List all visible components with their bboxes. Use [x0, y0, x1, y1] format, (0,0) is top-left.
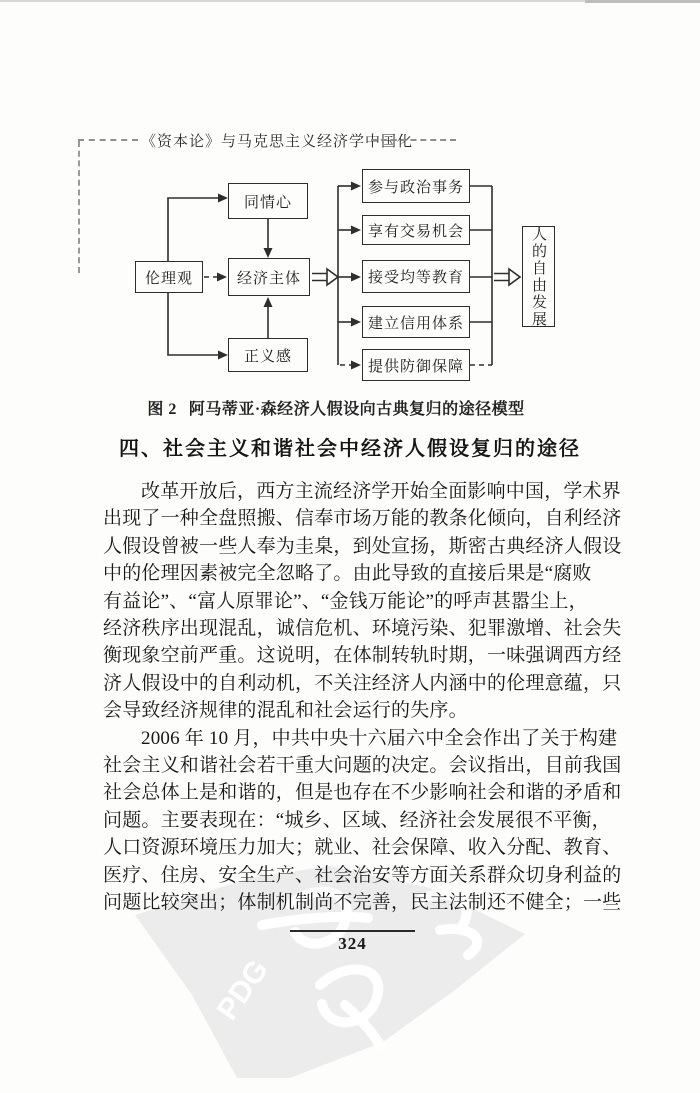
text-line: 问题。主要表现在：“城乡、区域、经济社会发展很不平衡，	[103, 809, 611, 831]
text-line: 医疗、住房、安全生产、社会治安等方面关系群众切身利益的	[103, 864, 622, 886]
body-text	[103, 478, 622, 917]
section-heading: 四、社会主义和谐社会中经济人假设复归的途径	[119, 438, 581, 460]
diagram-node-justice: 正义感	[228, 338, 308, 372]
diagram-node-ethics: 伦理观	[135, 261, 203, 293]
text-line: 人口资源环境压力加大；就业、社会保障、收入分配、教育、	[103, 837, 622, 859]
text-line: 有益论”、“富人原罪论”、“金钱万能论”的呼声甚嚣尘上，	[103, 590, 588, 612]
text-line: 人假设曾被一些人奉为圭臬，到处宣扬，斯密古典经济人假设	[103, 535, 622, 557]
text-line: 问题比较突出；体制机制尚不完善，民主法制还不健全；一些	[103, 892, 622, 914]
figure-title: 阿马蒂亚·森经济人假设向古典复归的途径模型	[188, 401, 525, 418]
page-number-rule	[290, 930, 415, 932]
page-number: 324	[338, 934, 367, 953]
diagram-node-credit-system: 建立信用体系	[362, 306, 470, 338]
text-line: 社会主义和谐社会若干重大问题的决定。会议指出，目前我国	[103, 755, 622, 777]
watermark-pdg-text: PDG	[210, 953, 276, 1027]
diagram-node-political-affairs: 参与政治事务	[362, 169, 470, 203]
text-line: 经济秩序出现混乱，诚信危机、环境污染、犯罪激增、社会失	[103, 618, 622, 640]
text-line: 社会总体上是和谐的，但是也存在不少影响社会和谐的矛盾和	[103, 782, 622, 804]
diagram-node-sympathy: 同情心	[228, 183, 308, 219]
text-line: 济人假设中的自利动机，不关注经济人内涵中的伦理意蕴，只	[103, 672, 622, 694]
text-line: 2006 年 10 月，中共中央十六届六中全会作出了关于构建	[141, 727, 618, 749]
text-line: 出现了一种全盘照搬、信奉市场万能的教条化倾向，自利经济	[103, 508, 622, 530]
running-head-title: 《资本论》与马克思主义经济学中国化	[141, 134, 414, 150]
figure-label: 图 2	[147, 401, 177, 418]
diagram-arrows	[0, 0, 700, 420]
diagram-node-human-free-development: 人的自由发展	[522, 226, 555, 327]
text-line: 会导致经济规律的混乱和社会运行的失序。	[103, 700, 468, 722]
diagram-node-equal-education: 接受均等教育	[362, 260, 470, 293]
figure-caption	[0, 396, 672, 419]
text-line: 中的伦理因素被完全忽略了。由此导致的直接后果是“腐败	[103, 563, 592, 585]
text-line: 衡现象空前严重。这说明，在体制转轨时期，一味强调西方经	[103, 645, 622, 667]
diagram-node-defense-guarantee: 提供防御保障	[362, 349, 470, 381]
diagram-node-economic-subject: 经济主体	[228, 258, 310, 296]
diagram-node-trade-opportunity: 享有交易机会	[362, 215, 470, 245]
text-line: 改革开放后，西方主流经济学开始全面影响中国，学术界	[141, 481, 622, 502]
